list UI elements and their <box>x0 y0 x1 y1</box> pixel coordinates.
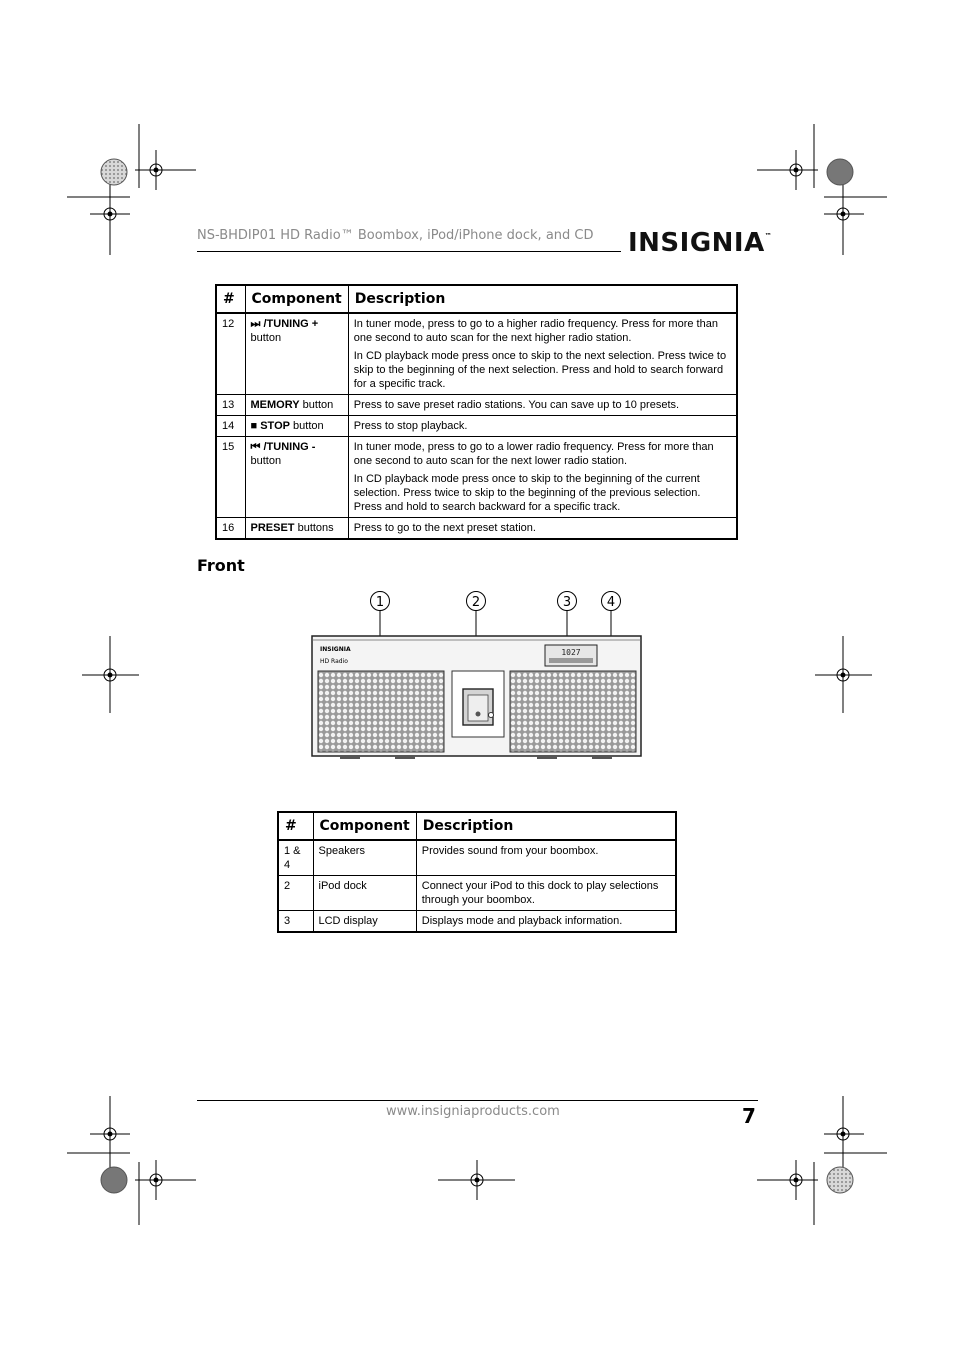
component-name: PRESET <box>250 522 295 534</box>
footer-rule <box>197 1100 758 1101</box>
description-paragraph: In tuner mode, press to go to a higher radio frequency. Press for more than one second to auto scan for the next higher radio station. <box>353 318 718 344</box>
row-num: 1 & 4 <box>278 840 313 876</box>
callout-label: 4 <box>606 595 616 610</box>
lcd-text: 1027 <box>561 648 581 657</box>
component-name: /TUNING + <box>263 318 319 330</box>
row-component <box>245 518 348 540</box>
hd-radio-badge: HD Radio <box>320 658 348 665</box>
component-suffix: button <box>250 455 282 467</box>
row-num: 14 <box>216 416 245 437</box>
table-row <box>278 876 676 911</box>
table-row <box>216 416 737 437</box>
table-row <box>216 313 737 395</box>
table-row <box>278 840 676 876</box>
row-component: iPod dock <box>313 876 416 911</box>
row-description <box>348 395 737 416</box>
component-table-front <box>277 811 677 933</box>
col-header-num: # <box>216 285 245 313</box>
col-header-num: # <box>278 812 313 840</box>
callout-label: 2 <box>471 595 481 610</box>
row-component <box>245 416 348 437</box>
row-description: Provides sound from your boombox. <box>416 840 676 876</box>
brand-logo <box>628 228 772 258</box>
previous-track-icon: ⏮ <box>250 441 261 453</box>
page-number: 7 <box>742 1104 756 1128</box>
callout-label: 1 <box>375 595 385 610</box>
stop-icon: ■ <box>250 420 258 432</box>
col-header-component: Component <box>245 285 348 313</box>
device-logo: INSIGNIA <box>320 646 351 653</box>
component-name: STOP <box>260 420 290 432</box>
description-paragraph: In tuner mode, press to go to a lower radio frequency. Press for more than one second to auto scan for the next lower radio station. <box>353 441 714 467</box>
component-name: /TUNING - <box>263 441 316 453</box>
row-description: Displays mode and playback information. <box>416 911 676 933</box>
description-paragraph: In CD playback mode press once to skip to the beginning of the current selection. Press twice to skip to the beginning of the previous selection. Press and hold to search backward for a specific track. <box>353 473 701 513</box>
table-row <box>216 518 737 540</box>
table-row <box>216 437 737 518</box>
component-suffix: buttons <box>297 522 334 534</box>
row-num: 15 <box>216 437 245 518</box>
component-suffix: button <box>302 399 334 411</box>
component-table-top <box>215 284 738 540</box>
table-row <box>278 911 676 933</box>
row-num: 13 <box>216 395 245 416</box>
trademark-mark: ™ <box>764 232 773 240</box>
row-component <box>245 395 348 416</box>
header-title: NS-BHDIP01 HD Radio™ Boombox, iPod/iPhone dock, and CD <box>197 228 594 243</box>
table-row <box>216 395 737 416</box>
component-suffix: button <box>250 332 282 344</box>
description-paragraph: Press to save preset radio stations. You can save up to 10 presets. <box>353 399 680 411</box>
row-num: 2 <box>278 876 313 911</box>
description-paragraph: Press to go to the next preset station. <box>353 522 536 534</box>
component-suffix: button <box>293 420 324 432</box>
footer-url: www.insigniaproducts.com <box>386 1104 560 1119</box>
row-description: Connect your iPod to this dock to play selections through your boombox. <box>416 876 676 911</box>
row-component <box>245 437 348 518</box>
row-component: LCD display <box>313 911 416 933</box>
row-description <box>348 437 737 518</box>
row-num: 3 <box>278 911 313 933</box>
row-description <box>348 313 737 395</box>
component-name: MEMORY <box>250 399 300 411</box>
callout-label: 3 <box>562 595 572 610</box>
row-description <box>348 416 737 437</box>
left-speaker-grille <box>318 671 444 752</box>
description-paragraph: In CD playback mode press once to skip to the next selection. Press twice to skip to the beginning of the next selection. Press and hold to search forward for a specific track. <box>353 350 727 390</box>
row-description <box>348 518 737 540</box>
right-speaker-grille <box>510 671 636 752</box>
boombox-front-diagram <box>300 588 650 763</box>
brand-logo-text: INSIGNIA <box>628 228 765 258</box>
col-header-component: Component <box>313 812 416 840</box>
row-num: 16 <box>216 518 245 540</box>
col-header-description: Description <box>348 285 737 313</box>
header-rule <box>197 251 621 252</box>
next-track-icon: ⏭ <box>250 318 261 330</box>
row-num: 12 <box>216 313 245 395</box>
col-header-description: Description <box>416 812 676 840</box>
description-paragraph: Press to stop playback. <box>353 420 468 432</box>
section-heading-front: Front <box>197 556 245 575</box>
row-component <box>245 313 348 395</box>
row-component: Speakers <box>313 840 416 876</box>
